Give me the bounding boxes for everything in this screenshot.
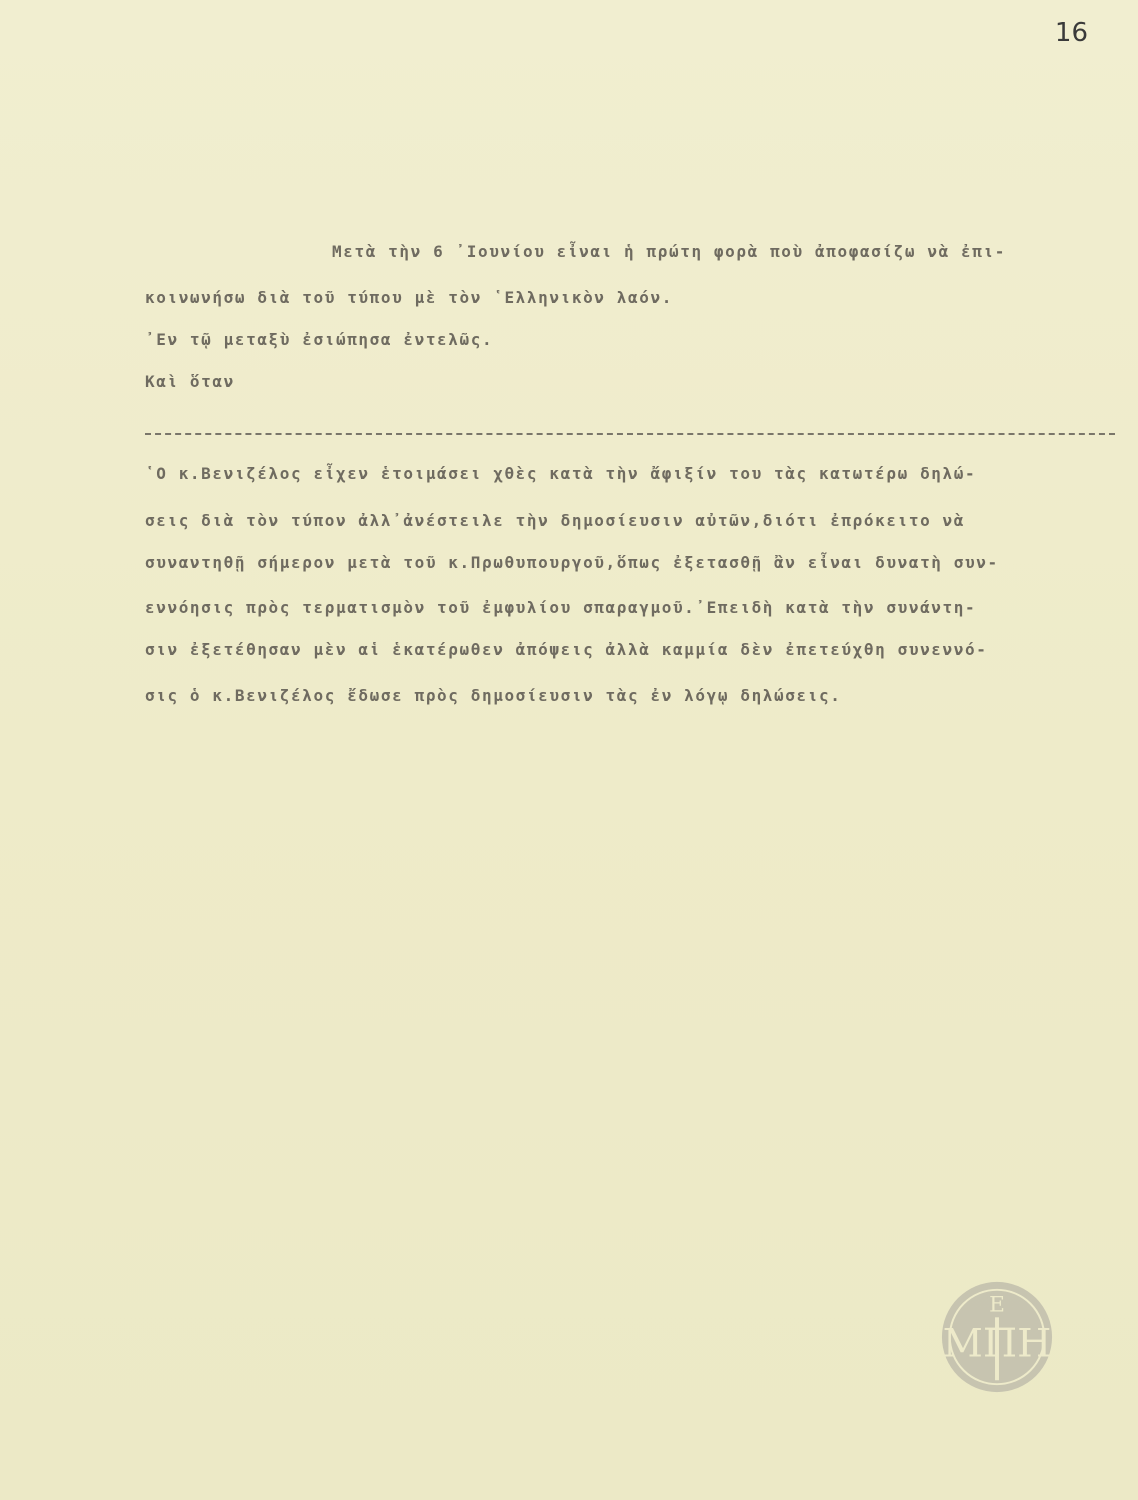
text-line: Καὶ ὅταν [145,372,235,391]
archive-monogram-stamp-icon [938,1278,1056,1396]
stamp-letters-main: ΜΠΗ [942,1320,1052,1367]
text-line: κοινωνήσω διὰ τοῦ τύπου μὲ τὸν ῾Ελληνικὸν λαόν. [145,288,673,307]
text-line: σιν ἐξετέθησαν μὲν αἱ ἑκατέρωθεν ἀπόψεις ἀλλὰ καμμία δὲν ἐπετεύχθη συνεννό- [145,640,988,659]
divider-line [145,433,1115,435]
text-line: Μετὰ τὴν 6 ᾽Ιουνίου εἶναι ἡ πρώτη φορὰ ποὺ ἀποφασίζω νὰ ἐπι- [332,242,1006,261]
text-line: ᾽Εν τῷ μεταξὺ ἐσιώπησα ἐντελῶς. [145,330,494,349]
text-line: σεις διὰ τὸν τύπον ἀλλ᾽ἀνέστειλε τὴν δημοσίευσιν αὐτῶν,διότι ἐπρόκειτο νὰ [145,511,965,530]
stamp-letter-top: Ε [989,1292,1005,1318]
text-line: εννόησις πρὸς τερματισμὸν τοῦ ἐμφυλίου σπαραγμοῦ.᾽Επειδὴ κατὰ τὴν συνάντη- [145,598,977,617]
page-number: 16 [1054,18,1088,48]
text-line: σις ὁ κ.Βενιζέλος ἔδωσε πρὸς δημοσίευσιν τὰς ἐν λόγῳ δηλώσεις. [145,686,842,705]
text-line: συναντηθῇ σήμερον μετὰ τοῦ κ.Πρωθυπουργοῦ,ὅπως ἐξετασθῇ ἂν εἶναι δυνατὴ συν- [145,553,999,572]
text-line: ῾Ο κ.Βενιζέλος εἶχεν ἑτοιμάσει χθὲς κατὰ τὴν ἄφιξίν του τὰς κατωτέρω δηλώ- [145,464,977,483]
